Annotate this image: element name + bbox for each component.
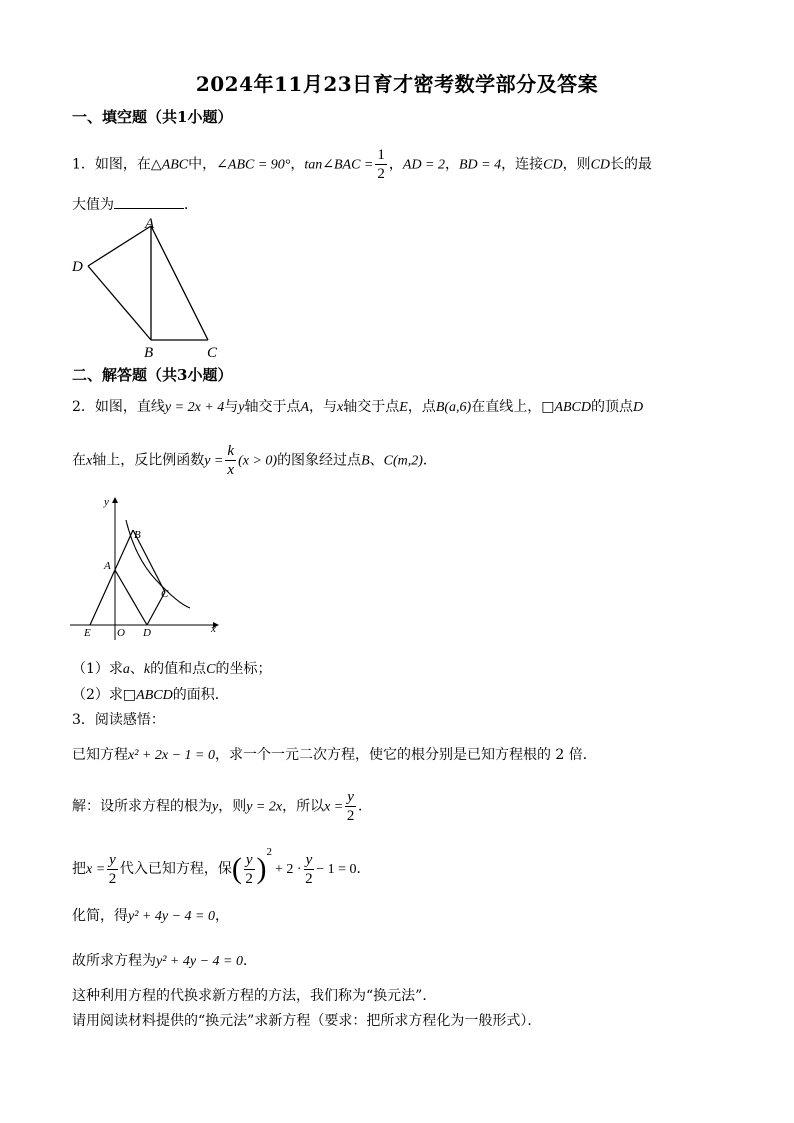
q2-frac-num: k	[227, 443, 235, 459]
q2-text: （1）求	[72, 661, 123, 677]
right-paren: )	[256, 852, 267, 885]
q3-var: y	[212, 799, 219, 815]
q1-line-1	[72, 146, 652, 183]
q2-text: 在	[72, 452, 86, 469]
q2-text: 、	[129, 661, 144, 677]
q3-text: ．	[356, 861, 371, 877]
q3-frac-num: y	[109, 851, 116, 868]
q1-tan-expr: tan∠BAC =	[304, 157, 374, 173]
q3-equation: y² + 4y − 4 = 0	[128, 909, 215, 924]
q3-text: ，所以	[282, 798, 325, 815]
label-d: D	[143, 627, 151, 639]
q1-fraction	[375, 146, 387, 183]
q3-fraction	[345, 788, 356, 825]
q1-angle-expr: ∠ABC = 90°	[216, 157, 291, 173]
q3-text: 解：设所求方程的根为	[72, 798, 212, 815]
q3-frac-den: 2	[346, 808, 355, 824]
q2-var: C	[206, 662, 216, 677]
q1-text: ，则	[562, 156, 591, 173]
q1-cd: CD	[590, 157, 611, 173]
q1-triangle-name: ABC	[161, 157, 189, 173]
q1-ad-expr: AD = 2	[402, 157, 445, 173]
q2-var: ABCD	[136, 688, 173, 703]
segment-ac	[151, 226, 208, 340]
q2-text: 、	[369, 452, 384, 469]
q3-fraction	[244, 851, 255, 888]
q2-text: 在直线上，	[471, 399, 542, 415]
q3-equation: y = 2x	[246, 799, 283, 815]
q2-var: (x > 0)	[238, 453, 278, 469]
q3-fraction	[107, 851, 118, 888]
q1-line-2	[72, 194, 198, 214]
q2-text: 的坐标；	[215, 661, 272, 677]
q3-text: 化简，得	[72, 908, 128, 924]
label-c: C	[161, 588, 169, 600]
q3-frac-num: y	[347, 789, 354, 805]
q2-line-1	[72, 396, 643, 416]
q3-line-7: 请用阅读材料提供的“换元法”求新方程（要求：把所求方程化为一般形式）．	[72, 1013, 542, 1029]
page-title: 2024年11月23日育才密考数学部分及答案	[195, 72, 599, 96]
q3-heading: 3．阅读感悟：	[72, 712, 165, 728]
q3-frac-num: y	[305, 851, 313, 868]
q2-var: E	[399, 400, 408, 415]
q1-text: 中，	[188, 156, 217, 173]
q2-point-c: C(m,2)	[383, 453, 423, 469]
label-a: A	[104, 560, 111, 572]
q3-line-2	[72, 788, 372, 825]
q3-frac-num: y	[245, 851, 253, 868]
figure-2-coordinate-plane	[70, 490, 230, 645]
q1-text: ，连接	[501, 156, 544, 173]
q3-var: x =	[324, 799, 344, 815]
q3-line-4	[72, 905, 229, 925]
figure-1-triangle	[66, 212, 236, 362]
q3-equation: y² + 4y − 4 = 0	[156, 954, 243, 969]
q3-text: 已知方程	[72, 747, 128, 763]
label-c: C	[207, 345, 218, 361]
q3-line-5	[72, 950, 257, 970]
q2-text: 轴上，反比例函数	[92, 452, 205, 469]
q1-cd: CD	[543, 157, 563, 173]
parallelogram-symbol: □	[122, 687, 137, 703]
q2-var: x	[337, 400, 344, 415]
label-a: A	[145, 216, 155, 232]
q2-var: y =	[204, 453, 224, 469]
q2-text: ，点	[407, 399, 436, 415]
q3-line-1	[72, 744, 597, 764]
q2-text: 2．如图，直线	[72, 399, 165, 415]
q2-frac-den: x	[227, 462, 235, 478]
q1-text: ，	[445, 156, 459, 173]
q3-text: ，则	[218, 798, 247, 815]
q1-bd-expr: BD = 4	[459, 157, 502, 173]
answer-blank[interactable]	[114, 194, 184, 209]
triangle-symbol: △	[150, 156, 162, 173]
q2-text: （2）求	[72, 687, 123, 703]
q3-expr: + 2 ·	[275, 862, 302, 877]
q1-text: ．	[184, 197, 198, 213]
q2-text: ，与	[309, 399, 338, 415]
q3-text: 把	[72, 861, 86, 877]
q2-var: a	[122, 662, 130, 677]
q3-text: 故所求方程为	[72, 953, 156, 969]
q3-frac-den: 2	[245, 870, 253, 887]
q3-line-6: 这种利用方程的代换求新方程的方法，我们称为“换元法”．	[72, 988, 437, 1004]
parallelogram-symbol: □	[541, 399, 555, 415]
q3-var: x =	[86, 862, 106, 877]
q2-sub-2	[72, 684, 229, 704]
q1-frac-num: 1	[377, 147, 385, 163]
q3-text: ，求一个一元二次方程，使它的根分别是已知方程根的 2 倍．	[214, 747, 597, 763]
q3-text: 代入已知方程，保	[119, 861, 232, 877]
q2-var: y	[238, 400, 245, 415]
q2-var: D	[633, 400, 644, 415]
line-eb	[90, 530, 133, 625]
q3-text: ．	[242, 953, 257, 969]
q2-text: 的顶点	[591, 399, 633, 415]
q2-var: B	[361, 453, 370, 469]
q3-frac-den: 2	[108, 870, 117, 887]
label-b: B	[144, 345, 154, 361]
q1-text: ，	[290, 156, 305, 173]
q3-expr: − 1 = 0	[316, 862, 357, 877]
label-e: E	[84, 627, 91, 639]
q2-var: ABCD	[554, 400, 591, 415]
q2-var: A	[300, 400, 310, 415]
q1-frac-den: 2	[377, 166, 385, 182]
q1-text: ，	[388, 156, 403, 173]
q2-text: 轴交于点	[244, 399, 301, 415]
q1-text: 1．如图，在	[72, 156, 151, 173]
q2-fraction	[225, 442, 236, 479]
q3-text: ，	[214, 908, 229, 924]
q2-text: ．	[422, 452, 437, 469]
label-b: B	[134, 529, 141, 541]
q2-text: 与	[224, 399, 239, 415]
q2-sub-1	[72, 658, 271, 678]
q2-text: 的值和点	[150, 661, 207, 677]
label-x: x	[211, 623, 216, 635]
label-o: O	[117, 627, 125, 639]
q3-equation: x² + 2x − 1 = 0	[128, 748, 215, 763]
q1-text: 长的最	[610, 156, 653, 173]
q2-line-2	[72, 442, 437, 479]
section-heading-answer: 二、解答题（共3小题）	[72, 366, 233, 384]
q3-text: ．	[357, 798, 372, 815]
q2-text: 的面积．	[172, 687, 229, 703]
q3-frac-den: 2	[305, 870, 313, 887]
q2-line-eq: y = 2x + 4	[164, 400, 225, 415]
label-y: y	[104, 496, 109, 508]
q3-line-3	[72, 846, 371, 888]
q2-var: x	[86, 453, 93, 469]
q2-var: k	[143, 662, 151, 677]
q3-exponent: 2	[266, 846, 273, 858]
segment-ad	[88, 226, 151, 266]
q2-text: 的图象经过点	[277, 452, 362, 469]
q1-text: 大值为	[72, 197, 114, 213]
label-d: D	[72, 259, 83, 275]
q2-text: 轴交于点	[343, 399, 400, 415]
segment-da	[115, 570, 147, 625]
q3-fraction	[304, 851, 315, 888]
section-heading-fill-blank: 一、填空题（共1小题）	[72, 108, 233, 126]
left-paren: (	[231, 852, 242, 885]
segment-db	[88, 266, 151, 340]
q2-point-b: B(a,6)	[435, 400, 472, 415]
